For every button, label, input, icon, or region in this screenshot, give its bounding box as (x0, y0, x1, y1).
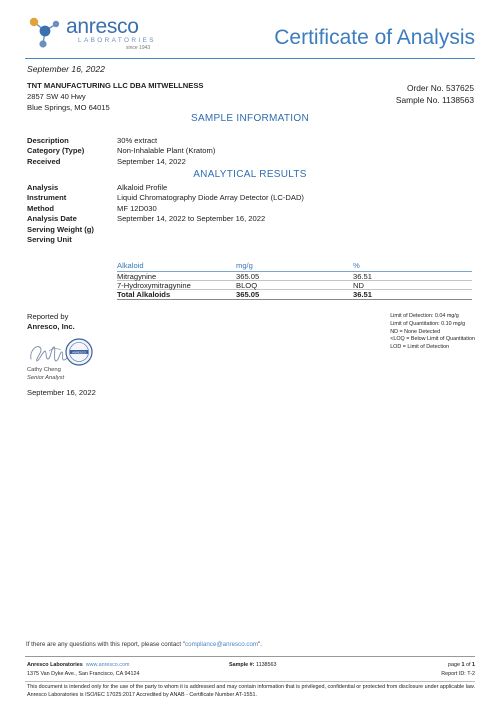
table-cell: 365.05 (236, 271, 260, 281)
footer-sample-label: Sample #: (229, 662, 255, 668)
table-cell: Mitragynine (117, 271, 157, 281)
sample-information-heading: SAMPLE INFORMATION (190, 113, 309, 124)
order-info (396, 82, 474, 106)
info-row (27, 136, 215, 146)
detection-limits-legend (390, 313, 475, 352)
footer-lab-name: Anresco Laboratories (27, 662, 83, 668)
contact-prefix: If there are any questions with this report, please contact " (26, 641, 186, 648)
analysis-row (27, 235, 304, 245)
analysis-label: Method (27, 203, 54, 213)
analysis-row (27, 225, 304, 235)
table-cell: 7-Hydroxymitragynine (117, 280, 191, 290)
legal-disclaimer: This document is intended only for the use of the party to whom it is addressed and may contain information that is privileged, confidential or protected from disclosure under applicable law. Anresco Laboratories is ISO/IEC 17025:2017 Accredited by ANAB - Certificate Number AT-1551. (27, 684, 475, 698)
report-id: Report ID: T-2 (441, 670, 475, 677)
report-date: September 16, 2022 (27, 64, 105, 74)
footer-lab-url[interactable]: www.anresco.com (85, 662, 130, 668)
footer-lab-address: 1375 Van Dyke Ave., San Francisco, CA 94124 (27, 670, 140, 677)
analysis-value: Alkaloid Profile (117, 183, 168, 192)
reported-by-company: Anresco, Inc. (27, 322, 75, 331)
legend-item: Limit of Detection: 0.04 mg/g (390, 313, 459, 319)
analysis-label: Analysis Date (27, 214, 77, 224)
sample-information-list (27, 136, 215, 167)
analysis-row (27, 183, 304, 193)
info-label: Received (27, 156, 61, 166)
table-cell: Total Alkaloids (117, 290, 171, 300)
legend-item: <LOQ = Below Limit of Quantitation (390, 336, 475, 343)
footer-lab-info (27, 661, 139, 678)
footer-page-info (441, 661, 475, 678)
contact-line (26, 641, 262, 649)
analytical-results-list (27, 183, 304, 245)
seal-text: ANRESCO (72, 350, 86, 355)
document-title: Certificate of Analysis (274, 26, 475, 49)
analysis-row (27, 204, 304, 214)
info-row (27, 157, 215, 167)
signer-block (27, 367, 64, 382)
client-address-block (27, 80, 203, 113)
client-address-line2: Blue Springs, MO 64015 (27, 103, 110, 112)
footer-divider-lower (25, 681, 475, 682)
table-cell: 365.05 (236, 290, 260, 300)
molecule-logo-icon (26, 14, 62, 50)
page-prefix: page (448, 662, 462, 668)
info-label: Description (27, 136, 69, 145)
client-name: TNT MANUFACTURING LLC DBA MITWELLNESS (27, 81, 204, 90)
footer-sample-id (229, 661, 277, 670)
reported-by-label: Reported by (27, 312, 69, 321)
logo-subtitle: LABORATORIES (78, 37, 156, 44)
logo-wordmark: anresco (66, 15, 139, 38)
table-row (117, 272, 472, 281)
accreditation-seal-icon (64, 337, 94, 367)
info-value: September 14, 2022 (117, 156, 186, 166)
analysis-label: Analysis (27, 183, 59, 192)
signature-date: September 16, 2022 (27, 388, 96, 397)
client-address-line1: 2857 SW 40 Hwy (27, 92, 86, 101)
table-row (117, 281, 472, 290)
analysis-label: Serving Unit (27, 235, 72, 245)
page-total: 1 (472, 662, 475, 668)
reported-by-block (27, 312, 75, 332)
analysis-value: Liquid Chromatography Diode Array Detector (LC-DAD) (117, 193, 304, 203)
analysis-label: Serving Weight (g) (27, 224, 94, 234)
table-header-row (117, 261, 472, 272)
anresco-logo (26, 14, 166, 52)
legend-item: Limit of Quantitation: 0.10 mg/g (390, 320, 466, 327)
info-label: Category (Type) (27, 146, 85, 156)
analysis-row (27, 214, 304, 224)
table-cell: 36.51 (353, 271, 373, 281)
analysis-value: September 14, 2022 to September 16, 2022 (117, 214, 266, 224)
table-cell: 36.51 (353, 290, 373, 300)
signer-name: Cathy Cheng (27, 367, 61, 373)
header-divider (25, 58, 475, 59)
analysis-label: Instrument (27, 193, 67, 203)
page-current: 1 (461, 662, 465, 668)
table-cell: BLOQ (236, 280, 258, 290)
column-header-percent: % (353, 261, 360, 270)
analysis-value: MF 12D030 (117, 203, 157, 213)
footer-sample-value: 1138563 (255, 662, 277, 668)
info-value: 30% extract (117, 136, 158, 145)
column-header-mg-per-g: mg/g (236, 261, 253, 270)
alkaloid-results-table (117, 261, 472, 300)
legend-item: LOD = Limit of Detection (390, 344, 450, 351)
document-header (0, 0, 500, 60)
table-cell: ND (353, 280, 364, 290)
footer-divider (25, 656, 475, 657)
order-number: Order No. 537625 (406, 83, 474, 93)
contact-suffix: ". (258, 641, 262, 648)
signer-title: Senior Analyst (27, 374, 65, 381)
info-value: Non-Inhalable Plant (Kratom) (117, 146, 216, 156)
compliance-email-link[interactable]: compliance@anresco.com (185, 641, 259, 648)
info-row (27, 146, 215, 156)
legend-item: ND = None Detected (390, 328, 441, 335)
logo-since: since 1943 (126, 45, 151, 51)
page-mid: of (464, 662, 472, 668)
analysis-row (27, 193, 304, 203)
sample-number: Sample No. 1138563 (395, 95, 474, 105)
column-header-alkaloid: Alkaloid (117, 261, 144, 270)
table-total-row (117, 290, 472, 299)
analytical-results-heading: ANALYTICAL RESULTS (193, 169, 307, 180)
